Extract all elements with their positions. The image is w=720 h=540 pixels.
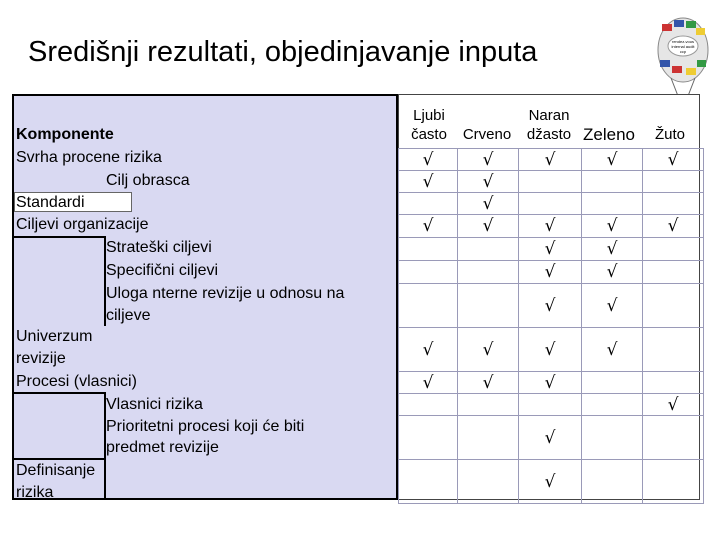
label-procesi: Procesi (vlasnici) xyxy=(16,373,137,390)
check-row xyxy=(399,171,704,193)
svg-text:internal audit: internal audit xyxy=(671,44,695,49)
check-cell xyxy=(399,460,458,504)
panel-rule-3 xyxy=(12,236,106,238)
check-cell xyxy=(458,394,519,416)
check-cell xyxy=(643,416,704,460)
check-cell xyxy=(519,193,582,215)
check-cell xyxy=(519,171,582,193)
check-cell xyxy=(582,372,643,394)
check-cell xyxy=(582,394,643,416)
check-cell: √ xyxy=(519,372,582,394)
check-cell: √ xyxy=(519,460,582,504)
check-cell: √ xyxy=(519,238,582,261)
col-header-narandzasto xyxy=(518,106,580,144)
check-cell: √ xyxy=(458,372,519,394)
label-univerzum-1: Univerzum xyxy=(16,328,93,345)
check-cell: √ xyxy=(458,149,519,171)
check-row xyxy=(399,460,704,504)
check-row xyxy=(399,372,704,394)
check-cell xyxy=(399,193,458,215)
cilj-obrasca-indent-box xyxy=(14,170,104,192)
col-header-zeleno-l2: Zeleno xyxy=(583,125,635,144)
check-cell xyxy=(458,284,519,328)
check-cell xyxy=(399,261,458,284)
label-standardi: Standardi xyxy=(16,194,85,211)
check-row xyxy=(399,328,704,372)
check-cell: √ xyxy=(582,328,643,372)
check-cell xyxy=(399,394,458,416)
col-header-crveno-l2: Crveno xyxy=(462,126,512,143)
slide-title: Središnji rezultati, objedinjavanje inputa xyxy=(28,36,538,68)
check-row xyxy=(399,284,704,328)
label-definisanje-1: Definisanje xyxy=(16,462,96,479)
check-cell xyxy=(582,171,643,193)
check-cell xyxy=(643,460,704,504)
check-cell: √ xyxy=(582,284,643,328)
check-cell xyxy=(643,238,704,261)
check-cell xyxy=(458,238,519,261)
label-specificni: Specifični ciljevi xyxy=(106,262,219,279)
check-cell: √ xyxy=(519,328,582,372)
check-cell xyxy=(643,193,704,215)
check-cell: √ xyxy=(643,215,704,238)
check-cell: √ xyxy=(582,238,643,261)
check-row xyxy=(399,215,704,238)
check-cell: √ xyxy=(458,171,519,193)
check-cell xyxy=(582,460,643,504)
svg-text:ccp: ccp xyxy=(679,49,687,54)
check-cell: √ xyxy=(519,215,582,238)
check-row xyxy=(399,416,704,460)
check-row xyxy=(399,149,704,171)
check-cell: √ xyxy=(582,149,643,171)
check-row xyxy=(399,193,704,215)
col-header-narandzasto-l1: Naran xyxy=(528,107,570,124)
label-komponente: Komponente xyxy=(16,126,114,143)
check-row xyxy=(399,261,704,284)
check-row xyxy=(399,238,704,261)
check-cell xyxy=(458,261,519,284)
check-cell: √ xyxy=(519,416,582,460)
check-cell: √ xyxy=(399,372,458,394)
check-cell xyxy=(399,238,458,261)
check-cell xyxy=(643,284,704,328)
svg-text:rendez-vous: rendez-vous xyxy=(671,39,695,44)
check-cell: √ xyxy=(399,171,458,193)
check-cell xyxy=(458,460,519,504)
col-header-crveno xyxy=(458,106,516,144)
label-cilj-obrasca: Cilj obrasca xyxy=(106,172,190,189)
col-header-zeleno xyxy=(580,106,638,144)
check-cell: √ xyxy=(399,328,458,372)
check-cell: √ xyxy=(643,394,704,416)
check-cell xyxy=(582,193,643,215)
label-ciljevi-org: Ciljevi organizacije xyxy=(16,216,149,233)
label-prioritetni-1: Prioritetni procesi koji će biti xyxy=(106,418,305,435)
check-cell xyxy=(643,261,704,284)
check-cell: √ xyxy=(519,149,582,171)
col-header-crveno-l1 xyxy=(458,106,516,125)
label-prioritetni-2: predmet revizije xyxy=(106,439,219,456)
col-header-ljubicasto xyxy=(400,106,458,144)
label-svrha: Svrha procene rizika xyxy=(16,149,162,166)
check-cell xyxy=(399,284,458,328)
check-row xyxy=(399,394,704,416)
check-cell: √ xyxy=(458,215,519,238)
check-cell: √ xyxy=(399,149,458,171)
check-cell xyxy=(458,416,519,460)
check-cell: √ xyxy=(643,149,704,171)
check-cell: √ xyxy=(582,261,643,284)
label-univerzum-2: revizije xyxy=(16,350,66,367)
check-table xyxy=(398,148,704,504)
check-cell: √ xyxy=(519,261,582,284)
check-cell xyxy=(643,372,704,394)
check-cell: √ xyxy=(519,284,582,328)
label-vlasnici: Vlasnici rizika xyxy=(106,396,203,413)
col-header-zuto-l2: Žuto xyxy=(654,126,685,143)
col-header-zeleno-l1 xyxy=(580,106,638,125)
col-header-zuto-l1 xyxy=(640,106,700,125)
check-cell: √ xyxy=(458,328,519,372)
check-cell xyxy=(519,394,582,416)
check-cell: √ xyxy=(582,215,643,238)
check-cell xyxy=(582,416,643,460)
label-uloga-2: ciljeve xyxy=(106,307,151,324)
label-definisanje-2: rizika xyxy=(16,484,54,501)
col-header-narandzasto-l2: džasto xyxy=(526,126,572,143)
label-uloga-1: Uloga nterne revizije u odnosu na xyxy=(106,285,345,302)
col-header-ljubicasto-l1: Ljubi xyxy=(413,107,445,124)
check-cell xyxy=(399,416,458,460)
check-cell: √ xyxy=(399,215,458,238)
check-cell xyxy=(643,328,704,372)
check-cell: √ xyxy=(458,193,519,215)
label-strateski: Strateški ciljevi xyxy=(106,239,212,256)
col-header-ljubicasto-l2: často xyxy=(411,126,447,143)
check-cell xyxy=(643,171,704,193)
col-header-zuto xyxy=(640,106,700,144)
